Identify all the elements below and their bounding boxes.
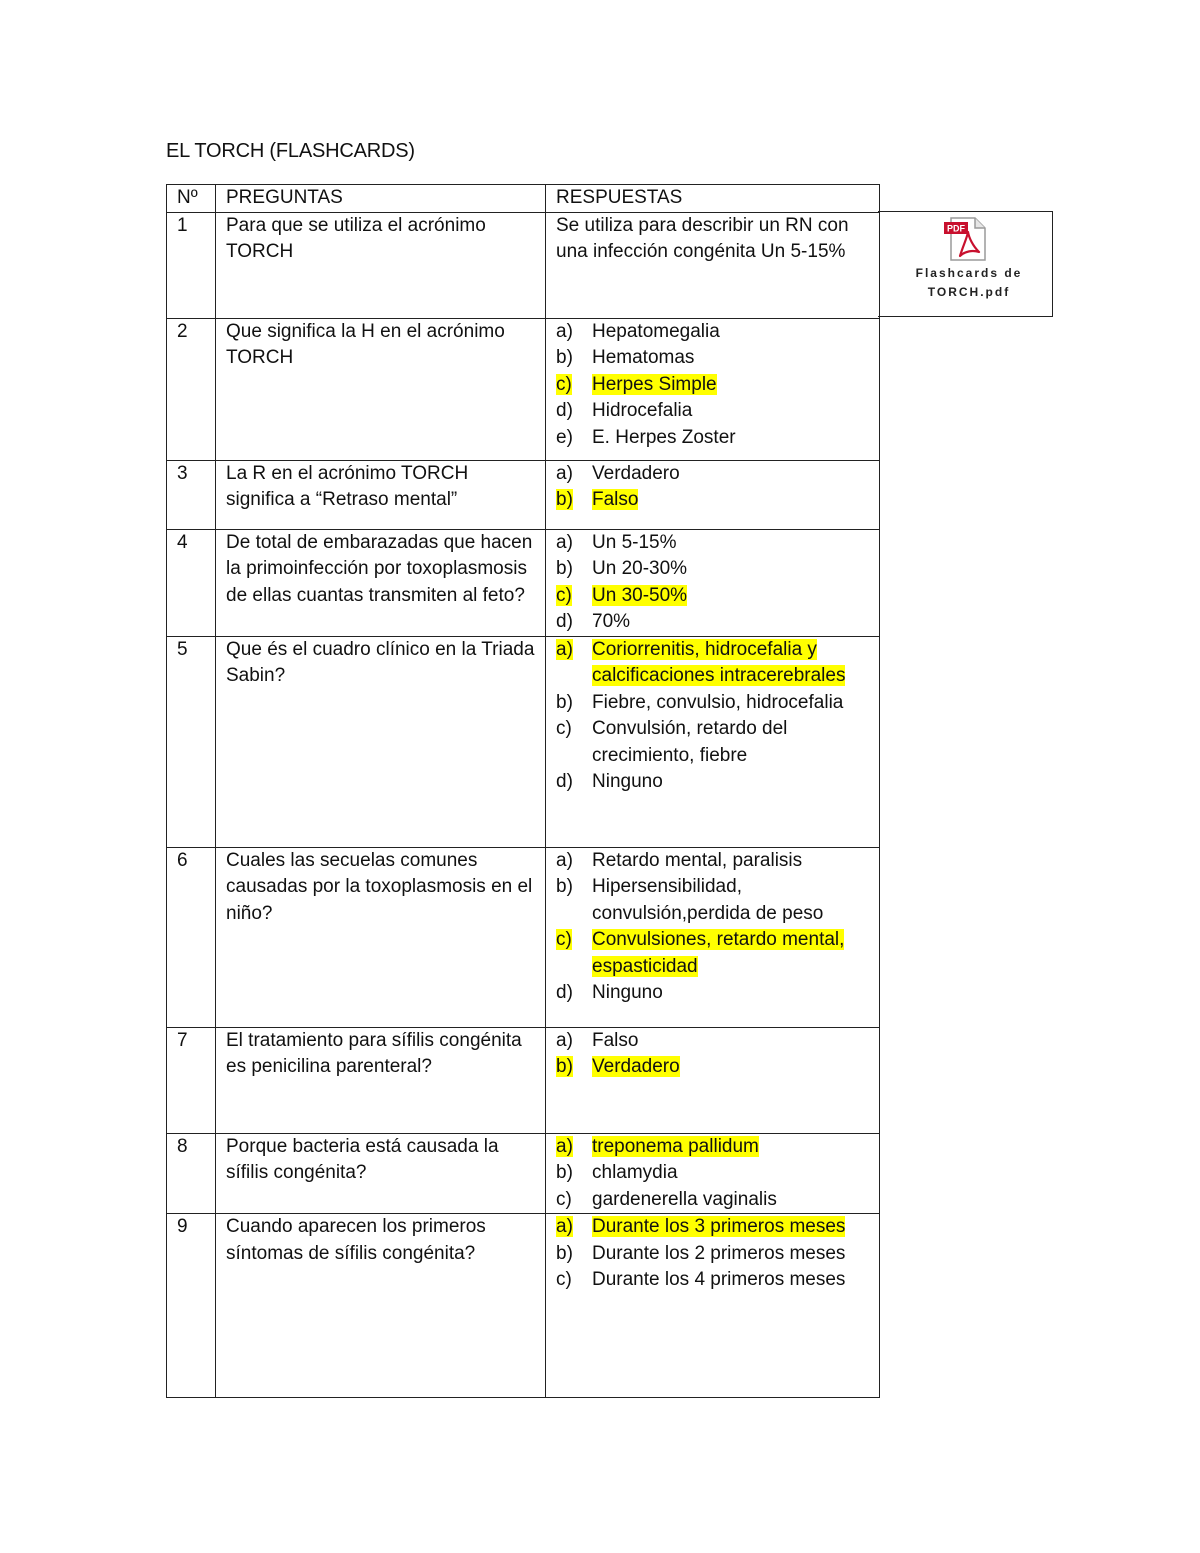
- answer-option: [546, 1054, 871, 1081]
- option-letter: d): [556, 611, 573, 632]
- answer-options: [546, 1028, 871, 1081]
- table-row: [167, 529, 880, 636]
- answer-option: [546, 637, 871, 690]
- answer-option: [546, 690, 871, 717]
- option-text-highlighted: Convulsiones, retardo mental, espasticidad: [592, 929, 845, 977]
- answer-cell: [546, 529, 880, 636]
- option-text: E. Herpes Zoster: [592, 426, 736, 448]
- answer-option: [546, 848, 871, 875]
- row-number: 6: [167, 847, 216, 1027]
- option-letter: e): [556, 426, 573, 448]
- option-letter: c): [556, 929, 572, 950]
- question-cell: Que significa la H en el acrónimo TORCH: [216, 318, 546, 460]
- option-text: Durante los 2 primeros meses: [592, 1242, 846, 1264]
- answer-option: [546, 425, 871, 452]
- option-text: Fiebre, convulsio, hidrocefalia: [592, 691, 844, 713]
- row-number: 4: [167, 529, 216, 636]
- option-text-highlighted: Durante los 3 primeros meses: [592, 1216, 846, 1237]
- answer-options: [546, 319, 871, 452]
- pdf-file-icon: [943, 216, 987, 262]
- option-letter: a): [556, 1029, 573, 1051]
- question-cell: De total de embarazadas que hacen la primoinfección por toxoplasmosis de ellas cuantas transmiten al feto?: [216, 529, 546, 636]
- table-row: [167, 847, 880, 1027]
- option-letter: a): [556, 638, 573, 660]
- answer-option: [546, 874, 871, 927]
- option-letter: a): [556, 320, 573, 342]
- option-letter: b): [556, 691, 573, 713]
- option-letter: a): [556, 531, 573, 553]
- question-cell: El tratamiento para sífilis congénita es penicilina parenteral?: [216, 1027, 546, 1133]
- answer-cell: [546, 1027, 880, 1133]
- answer-cell: [546, 460, 880, 529]
- option-letter: b): [556, 1056, 573, 1077]
- option-letter: c): [556, 1188, 572, 1210]
- question-cell: La R en el acrónimo TORCH significa a “Retraso mental”: [216, 460, 546, 529]
- answer-options: [546, 1134, 871, 1214]
- option-letter: c): [556, 584, 572, 606]
- option-text: Convulsión, retardo del crecimiento, fiebre: [592, 718, 788, 766]
- table-row: [167, 318, 880, 460]
- option-letter: c): [556, 1269, 572, 1290]
- option-letter: d): [556, 771, 573, 792]
- answer-option: [546, 583, 871, 610]
- option-text-highlighted: Un 30-50%: [592, 584, 688, 606]
- option-text: Un 20-30%: [592, 558, 688, 579]
- answer-option: [546, 1160, 871, 1187]
- header-questions: PREGUNTAS: [216, 185, 546, 213]
- option-text: Hipersensibilidad, convulsión,perdida de peso: [592, 876, 824, 924]
- option-text: gardenerella vaginalis: [592, 1188, 777, 1210]
- option-text: Verdadero: [592, 462, 680, 484]
- table-row: [167, 1027, 880, 1133]
- answer-option: [546, 927, 871, 980]
- table-row: [167, 1133, 880, 1214]
- answer-options: [546, 1214, 871, 1294]
- table-row: [167, 212, 880, 318]
- answer-option: [546, 487, 871, 514]
- answer-option: [546, 1267, 871, 1294]
- table-row: [167, 460, 880, 529]
- answer-option: [546, 345, 871, 372]
- answer-option: [546, 1214, 871, 1241]
- table-header-row: [167, 185, 880, 213]
- answer-options: [546, 530, 871, 636]
- option-letter: d): [556, 982, 573, 1003]
- row-number: 9: [167, 1214, 216, 1398]
- question-cell: Cuando aparecen los primeros síntomas de sífilis congénita?: [216, 1214, 546, 1398]
- answer-cell: [546, 1133, 880, 1214]
- option-text: Ninguno: [592, 982, 663, 1003]
- option-text: chlamydia: [592, 1162, 678, 1183]
- option-text: Durante los 4 primeros meses: [592, 1269, 846, 1290]
- row-number: 8: [167, 1133, 216, 1214]
- flashcards-table: [166, 184, 880, 1398]
- answer-cell: [546, 1214, 880, 1398]
- option-letter: d): [556, 400, 573, 421]
- option-text-highlighted: Coriorrenitis, hidrocefalia y calcificaciones intracerebrales: [592, 638, 846, 686]
- answer-options: [546, 461, 871, 514]
- header-answers: RESPUESTAS: [546, 185, 880, 213]
- pdf-badge: PDF: [947, 223, 965, 234]
- table-row: [167, 636, 880, 847]
- answer-option: [546, 530, 871, 557]
- answer-option: [546, 980, 871, 1007]
- question-cell: Porque bacteria está causada la sífilis congénita?: [216, 1133, 546, 1214]
- answer-cell: [546, 847, 880, 1027]
- answer-option: [546, 609, 871, 636]
- option-letter: c): [556, 373, 572, 395]
- option-text: Ninguno: [592, 771, 663, 792]
- answer-options: [546, 637, 871, 796]
- answer-option: [546, 716, 871, 769]
- row-number: 2: [167, 318, 216, 460]
- option-text: 70%: [592, 611, 631, 632]
- option-letter: b): [556, 1162, 573, 1183]
- option-text-highlighted: Herpes Simple: [592, 373, 717, 395]
- answer-options: [546, 848, 871, 1007]
- option-text: Hematomas: [592, 347, 695, 368]
- option-letter: b): [556, 347, 573, 368]
- question-cell: Para que se utiliza el acrónimo TORCH: [216, 212, 546, 318]
- row-number: 7: [167, 1027, 216, 1133]
- option-letter: b): [556, 876, 573, 897]
- option-text-highlighted: treponema pallidum: [592, 1135, 759, 1157]
- answer-option: [546, 1187, 871, 1214]
- attachment-filename[interactable]: Flashcards de TORCH.pdf: [915, 266, 1023, 299]
- option-text: Hepatomegalia: [592, 320, 720, 342]
- answer-option: [546, 372, 871, 399]
- answer-option: [546, 556, 871, 583]
- header-num: Nº: [167, 185, 216, 213]
- table-row: [167, 1214, 880, 1398]
- option-text: Retardo mental, paralisis: [592, 849, 803, 871]
- page-title: EL TORCH (FLASHCARDS): [166, 140, 415, 162]
- row-number: 3: [167, 460, 216, 529]
- option-letter: b): [556, 489, 573, 510]
- question-cell: Cuales las secuelas comunes causadas por la toxoplasmosis en el niño?: [216, 847, 546, 1027]
- option-text-highlighted: Falso: [592, 489, 639, 510]
- answer-option: [546, 1134, 871, 1161]
- option-letter: a): [556, 462, 573, 484]
- option-text: Falso: [592, 1029, 639, 1051]
- option-text: Un 5-15%: [592, 531, 677, 553]
- option-letter: a): [556, 1135, 573, 1157]
- answer-option: [546, 398, 871, 425]
- answer-option: [546, 1241, 871, 1268]
- answer-option: [546, 769, 871, 796]
- row-number: 5: [167, 636, 216, 847]
- option-letter: b): [556, 1242, 573, 1264]
- question-cell: Que és el cuadro clínico en la Triada Sabin?: [216, 636, 546, 847]
- row-number: 1: [167, 212, 216, 318]
- answer-option: [546, 1028, 871, 1055]
- option-text-highlighted: Verdadero: [592, 1056, 680, 1077]
- option-letter: a): [556, 1216, 573, 1237]
- pdf-attachment[interactable]: [878, 211, 1053, 317]
- answer-option: [546, 461, 871, 488]
- answer-cell: [546, 636, 880, 847]
- answer-option: [546, 319, 871, 346]
- option-letter: c): [556, 718, 572, 739]
- option-letter: b): [556, 558, 573, 579]
- option-letter: a): [556, 849, 573, 871]
- answer-cell: [546, 318, 880, 460]
- option-text: Hidrocefalia: [592, 400, 693, 421]
- answer-cell: Se utiliza para describir un RN con una infección congénita Un 5-15%: [546, 212, 880, 318]
